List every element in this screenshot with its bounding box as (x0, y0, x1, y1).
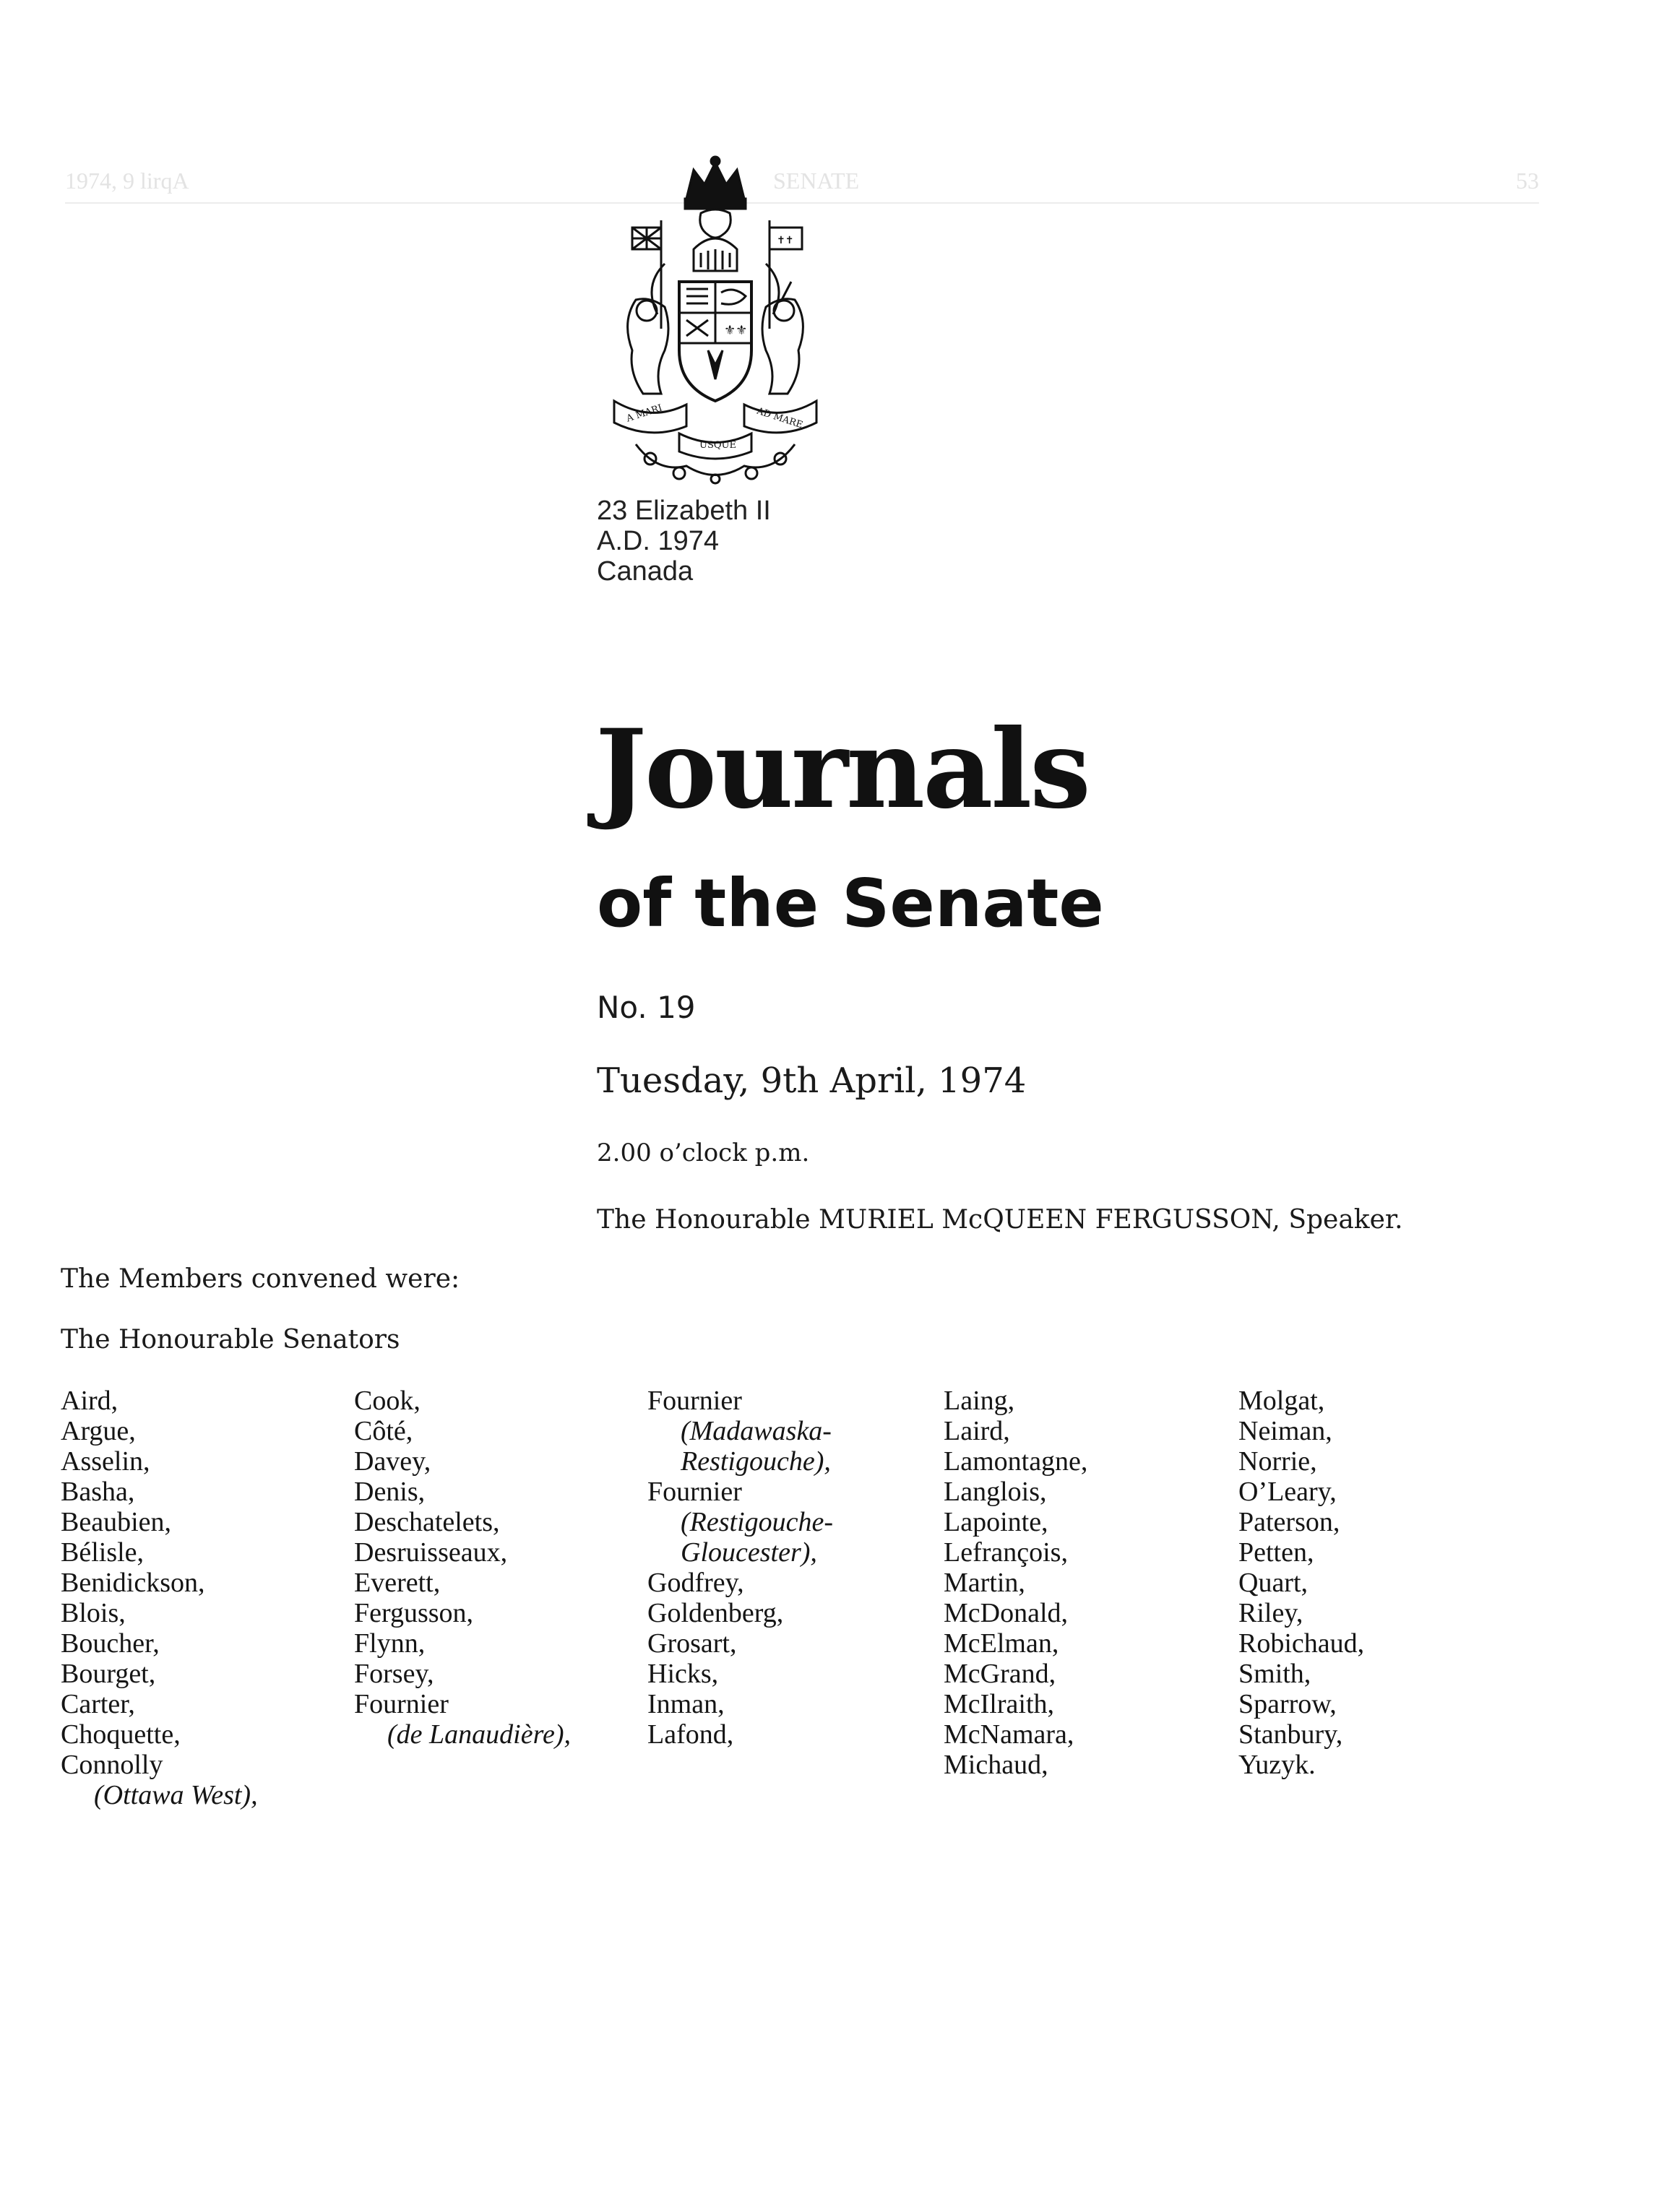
senator-name: Bourget, (61, 1659, 156, 1689)
coat-of-arms-icon (592, 155, 838, 488)
senator-name: Aird, (61, 1386, 118, 1416)
senator-name: Lafond, (647, 1719, 734, 1750)
senator-name: Davey, (354, 1446, 431, 1477)
senator-name: Smith, (1238, 1659, 1311, 1689)
senator-name: Michaud, (944, 1750, 1048, 1780)
senator-name: McGrand, (944, 1659, 1056, 1689)
senator-name: Fournier (647, 1477, 742, 1507)
motto-left: A MARI (625, 402, 664, 425)
regnal-year-block (597, 496, 771, 587)
senator-name: Sparrow, (1238, 1689, 1337, 1719)
senator-name: Lapointe, (944, 1507, 1048, 1537)
senator-name: Riley, (1238, 1598, 1303, 1628)
senator-name: Grosart, (647, 1628, 737, 1659)
issue-date: Tuesday, 9th April, 1974 (597, 1060, 1027, 1101)
senator-name: Cook, (354, 1386, 421, 1416)
bleed-right: 53 (1516, 168, 1539, 194)
senator-name: Norrie, (1238, 1446, 1317, 1477)
senator-name: Goldenberg, (647, 1598, 784, 1628)
senator-name: Molgat, (1238, 1386, 1325, 1416)
senator-name: Boucher, (61, 1628, 160, 1659)
senator-name: Denis, (354, 1477, 426, 1507)
senator-name: Carter, (61, 1689, 135, 1719)
bleed-left: 1974, 9 lirqA (65, 168, 189, 194)
senator-name: Choquette, (61, 1719, 181, 1750)
senator-name: McDonald, (944, 1598, 1069, 1628)
senators-column-5 (1238, 1386, 1364, 1780)
anno-domini: A.D. 1974 (597, 526, 719, 556)
senator-name: Fournier (647, 1386, 742, 1416)
senators-column-1 (61, 1386, 258, 1810)
senator-name: Martin, (944, 1568, 1025, 1598)
senator-name: Flynn, (354, 1628, 426, 1659)
senator-name: Blois, (61, 1598, 126, 1628)
senator-name: Langlois, (944, 1477, 1047, 1507)
members-convened-label: The Members convened were: (61, 1264, 460, 1294)
senator-name: Neiman, (1238, 1416, 1332, 1446)
senators-heading: The Honourable Senators (61, 1325, 400, 1355)
senator-name: Lamontagne, (944, 1446, 1088, 1477)
senators-column-2 (354, 1386, 571, 1750)
senator-name: Deschatelets, (354, 1507, 500, 1537)
page-title: Journals (595, 706, 1089, 833)
senator-name: Lefrançois, (944, 1537, 1068, 1568)
senator-name: Forsey, (354, 1659, 434, 1689)
senator-riding: (Ottawa West), (94, 1780, 258, 1810)
senator-name: McNamara, (944, 1719, 1074, 1750)
page-subtitle: of the Senate (597, 865, 1104, 942)
senator-name: Godfrey, (647, 1568, 744, 1598)
senator-name: Stanbury, (1238, 1719, 1343, 1750)
country: Canada (597, 556, 694, 587)
senator-riding: Gloucester), (681, 1537, 817, 1568)
regnal-year: 23 Elizabeth II (597, 496, 771, 526)
senator-name: Laing, (944, 1386, 1015, 1416)
senator-riding: Restigouche), (681, 1446, 831, 1477)
sitting-time: 2.00 o’clock p.m. (597, 1139, 810, 1167)
senator-name: Beaubien, (61, 1507, 172, 1537)
senator-name: Côté, (354, 1416, 413, 1446)
senators-column-3 (647, 1386, 833, 1750)
senator-riding: (de Lanaudière), (387, 1719, 571, 1750)
senator-name: Fournier (354, 1689, 449, 1719)
senator-name: McElman, (944, 1628, 1059, 1659)
senator-name: Asselin, (61, 1446, 150, 1477)
senator-name: Desruisseaux, (354, 1537, 508, 1568)
bleed-center: SENATE (773, 168, 860, 194)
svg-text:✝✝: ✝✝ (777, 235, 794, 246)
senator-name: Paterson, (1238, 1507, 1340, 1537)
svg-text:⚜⚜: ⚜⚜ (724, 323, 748, 338)
senator-name: Laird, (944, 1416, 1010, 1446)
senator-name: O’Leary, (1238, 1477, 1337, 1507)
senator-name: Everett, (354, 1568, 441, 1598)
speaker-line: The Honourable MURIEL McQUEEN FERGUSSON, Speaker. (597, 1205, 1403, 1235)
senator-name: Inman, (647, 1689, 725, 1719)
senator-name: Yuzyk. (1238, 1750, 1316, 1780)
senator-riding: (Restigouche- (681, 1507, 834, 1537)
senator-name: McIlraith, (944, 1689, 1055, 1719)
senator-name: Connolly (61, 1750, 163, 1780)
senator-name: Quart, (1238, 1568, 1309, 1598)
senator-name: Basha, (61, 1477, 135, 1507)
senators-column-4 (944, 1386, 1087, 1780)
senator-name: Robichaud, (1238, 1628, 1365, 1659)
motto-center: USQUE (699, 440, 736, 451)
senator-name: Fergusson, (354, 1598, 474, 1628)
issue-number: No. 19 (597, 990, 696, 1025)
motto-right: AD MARE (755, 405, 804, 431)
senator-riding: (Madawaska- (681, 1416, 832, 1446)
senator-name: Hicks, (647, 1659, 719, 1689)
senator-name: Argue, (61, 1416, 136, 1446)
senator-name: Benidickson, (61, 1568, 205, 1598)
senator-name: Petten, (1238, 1537, 1314, 1568)
senator-name: Bélisle, (61, 1537, 145, 1568)
